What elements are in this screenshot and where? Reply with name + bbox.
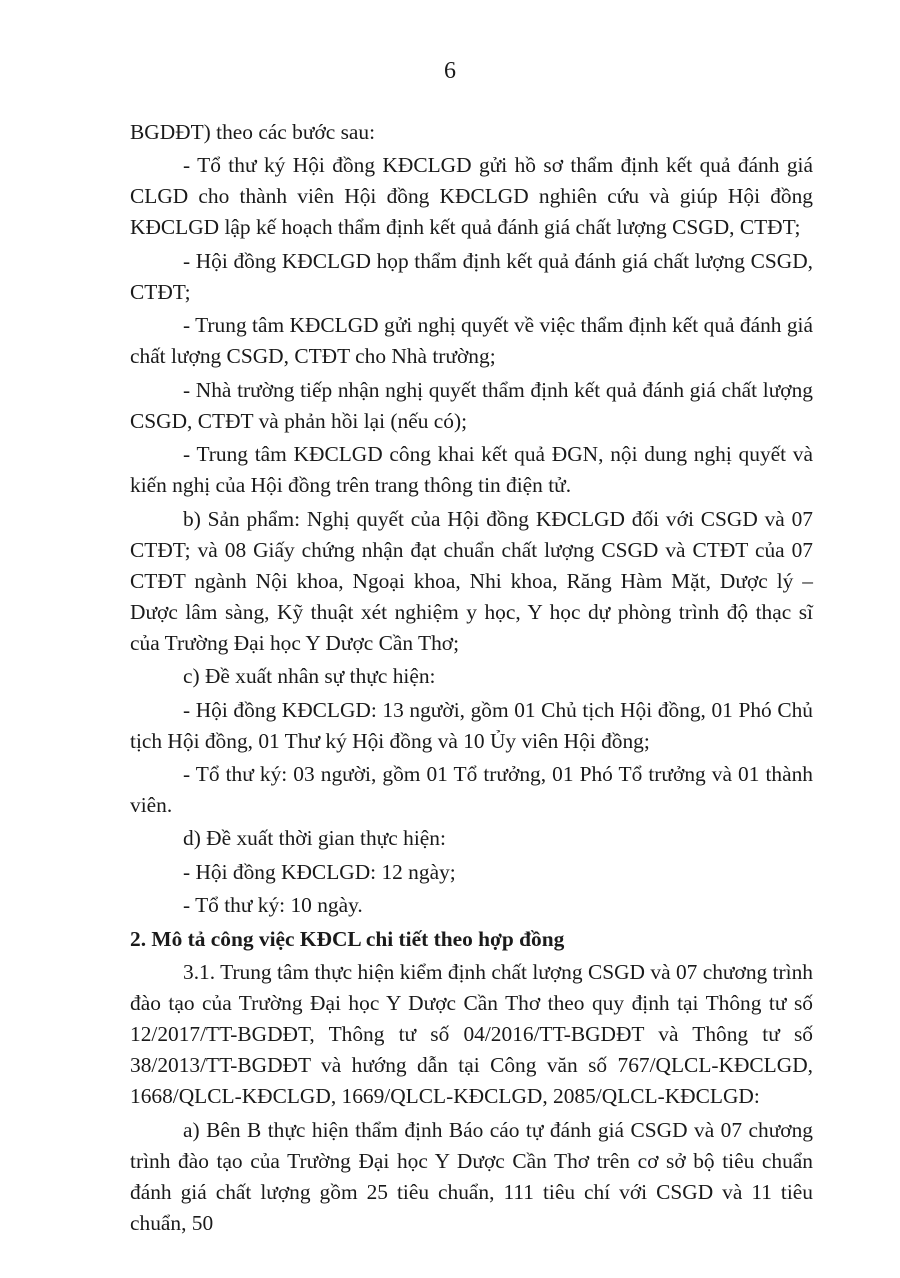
paragraph-step-school-receives: - Nhà trường tiếp nhận nghị quyết thẩm định kết quả đánh giá chất lượng CSGD, CTĐT và phản hồi lại (nếu có); bbox=[130, 377, 813, 433]
paragraph-staffing-council: - Hội đồng KĐCLGD: 13 người, gồm 01 Chủ tịch Hội đồng, 01 Phó Chủ tịch Hội đồng, 01 Thư ký Hội đồng và 10 Ủy viên Hội đồng; bbox=[130, 697, 813, 753]
paragraph-timeline-secretary: - Tổ thư ký: 10 ngày. bbox=[183, 893, 363, 918]
paragraph-section-3-1: 3.1. Trung tâm thực hiện kiểm định chất lượng CSGD và 07 chương trình đào tạo của Trường Đại học Y Dược Cần Thơ theo quy định tại Thông tư số 12/2017/TT-BGDĐT, Thông tư số 04/2016/TT-BGDĐT và Thông tư số 38/2013/TT-BGDĐT và hướng dẫn tại Công văn số 767/QLCL-KĐCLGD, 1668/QLCL-KĐCLGD, 1669/QLCL-KĐCLGD, 2085/QLCL-KĐCLGD: bbox=[130, 960, 813, 1109]
paragraph-timeline-council: - Hội đồng KĐCLGD: 12 ngày; bbox=[183, 859, 456, 884]
paragraph-steps-intro: BGDĐT) theo các bước sau: bbox=[130, 120, 376, 144]
paragraph-staffing-heading: c) Đề xuất nhân sự thực hiện: bbox=[183, 664, 436, 689]
paragraph-step-secretary: - Tổ thư ký Hội đồng KĐCLGD gửi hồ sơ thẩm định kết quả đánh giá CLGD cho thành viên Hội đồng KĐCLGD nghiên cứu và giúp Hội đồng KĐCLGD lập kế hoạch thẩm định kết quả đánh giá chất lượng CSGD, CTĐT; bbox=[130, 153, 813, 240]
paragraph-step-send-resolution: - Trung tâm KĐCLGD gửi nghị quyết về việc thẩm định kết quả đánh giá chất lượng CSGD, CTĐT cho Nhà trường; bbox=[130, 313, 813, 369]
paragraph-products: b) Sản phẩm: Nghị quyết của Hội đồng KĐCLGD đối với CSGD và 07 CTĐT; và 08 Giấy chứng nhận đạt chuẩn chất lượng CSGD và CTĐT của 07 CTĐT ngành Nội khoa, Ngoại khoa, Nhi khoa, Răng Hàm Mặt, Dược lý – Dược lâm sàng, Kỹ thuật xét nghiệm y học, Y học dự phòng trình độ thạc sĩ của Trường Đại học Y Dược Cần Thơ; bbox=[130, 506, 813, 655]
document-body bbox=[130, 117, 813, 1241]
paragraph-step-publish: - Trung tâm KĐCLGD công khai kết quả ĐGN, nội dung nghị quyết và kiến nghị của Hội đồng trên trang thông tin điện tử. bbox=[130, 442, 813, 498]
paragraph-section-a: a) Bên B thực hiện thẩm định Báo cáo tự đánh giá CSGD và 07 chương trình đào tạo của Trường Đại học Y Dược Cần Thơ trên cơ sở bộ tiêu chuẩn đánh giá chất lượng gồm 25 tiêu chuẩn, 111 tiêu chí với CSGD và 11 tiêu chuẩn, 50 bbox=[130, 1117, 813, 1235]
paragraph-timeline-heading: d) Đề xuất thời gian thực hiện: bbox=[183, 826, 446, 851]
section-heading: 2. Mô tả công việc KĐCL chi tiết theo hợp đồng bbox=[130, 926, 565, 951]
paragraph-staffing-secretary: - Tổ thư ký: 03 người, gồm 01 Tổ trưởng, 01 Phó Tổ trưởng và 01 thành viên. bbox=[130, 761, 813, 817]
page-number: 6 bbox=[444, 58, 456, 84]
paragraph-step-council-meeting: - Hội đồng KĐCLGD họp thẩm định kết quả đánh giá chất lượng CSGD, CTĐT; bbox=[130, 248, 813, 304]
